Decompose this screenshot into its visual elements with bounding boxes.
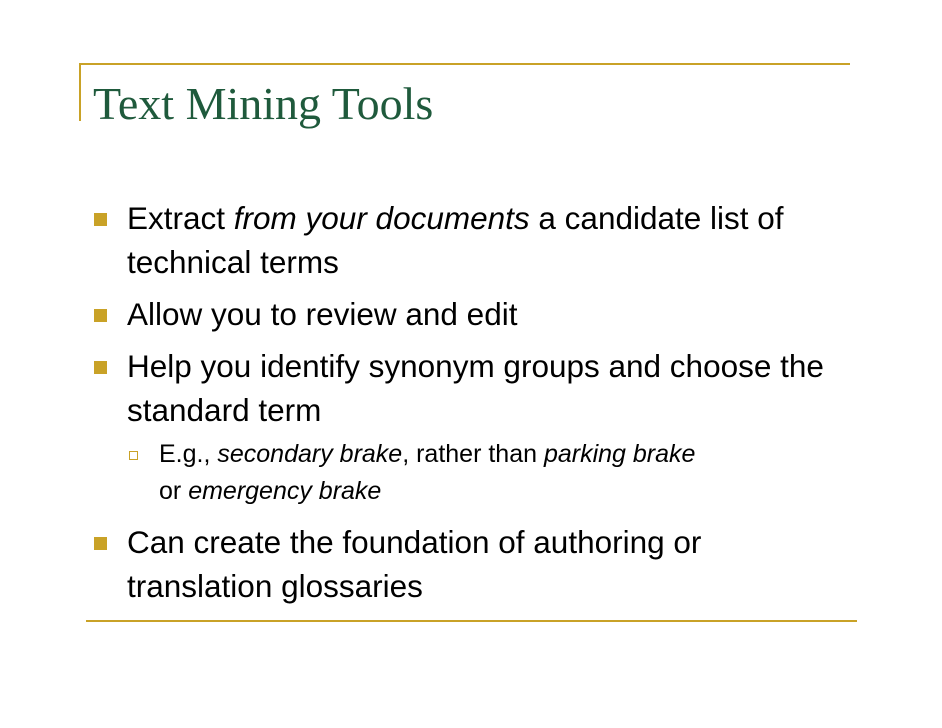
bullet-text: Allow you to review and edit <box>127 296 518 332</box>
bullet-text: Help you identify synonym groups and choose the standard term <box>127 348 824 428</box>
title-left-rule <box>79 63 81 121</box>
square-bullet-icon <box>94 537 107 550</box>
bullet-text: Can create the foundation of authoring or translation glossaries <box>127 524 702 604</box>
hollow-square-bullet-icon <box>129 451 138 460</box>
bullet-item-synonyms <box>92 344 852 432</box>
sub-bullet-example <box>92 436 852 510</box>
sub-bullet-text: , rather than <box>402 440 544 468</box>
title-top-rule <box>80 63 850 65</box>
sub-bullet-italic: secondary brake <box>217 440 403 468</box>
square-bullet-icon <box>94 213 107 226</box>
bullet-text: Extract <box>127 200 234 236</box>
sub-bullet-text: or <box>159 477 189 505</box>
sub-bullet-italic: emergency brake <box>188 477 382 505</box>
square-bullet-icon <box>94 361 107 374</box>
square-bullet-icon <box>94 309 107 322</box>
slide-title: Text Mining Tools <box>93 78 434 129</box>
bullet-item-extract <box>92 196 852 284</box>
bullet-item-review <box>92 292 852 336</box>
bullet-text-italic: from your documents <box>233 200 530 236</box>
bullet-item-glossaries <box>92 520 852 608</box>
sub-bullet-text: E.g., <box>159 440 218 468</box>
bullet-text: a candidate list of technical terms <box>127 200 784 280</box>
sub-bullet-italic: parking brake <box>543 440 696 468</box>
bullet-list <box>92 196 852 616</box>
footer-rule <box>86 620 857 622</box>
